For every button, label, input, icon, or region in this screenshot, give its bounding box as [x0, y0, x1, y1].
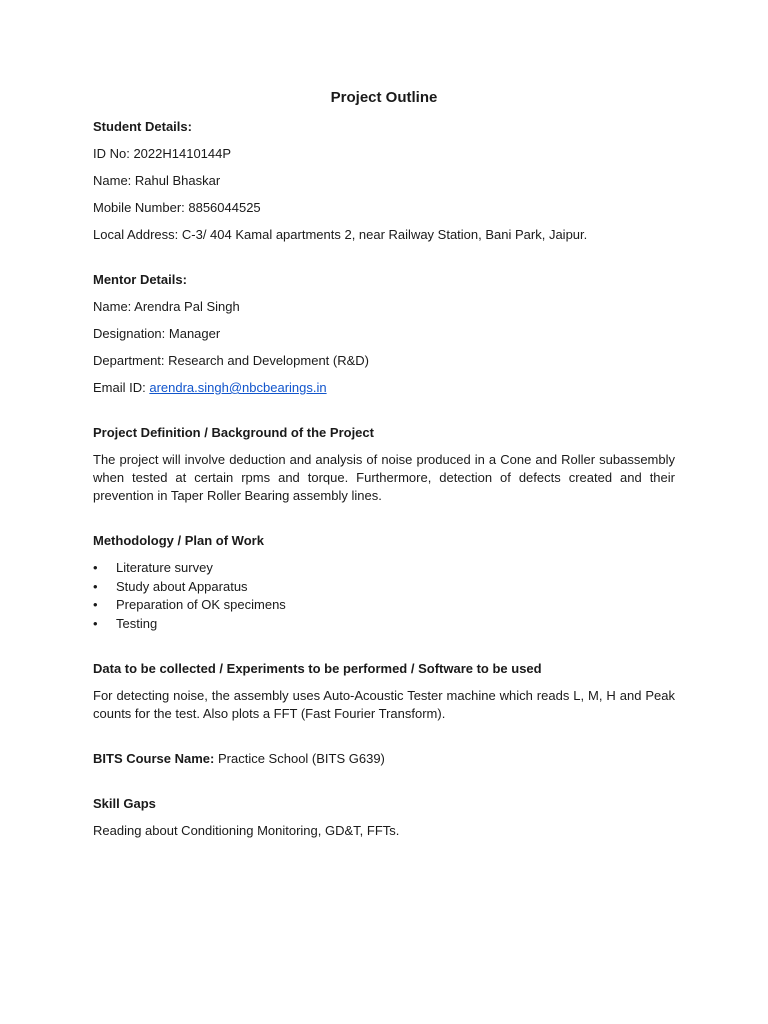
- mentor-designation: Designation: Manager: [93, 326, 221, 341]
- list-item-text: Preparation of OK specimens: [116, 597, 286, 612]
- bullet-icon: •: [93, 578, 98, 594]
- project-definition-text: The project will involve deduction and analysis of noise produced in a Cone and Roller subassembly when tested at certain rpms and torque. Furthermore, detection of defects created and their prevention in Taper Roller Bearing assembly lines.: [93, 452, 675, 503]
- student-details-heading: Student Details:: [93, 119, 192, 134]
- data-collection-text: For detecting noise, the assembly uses Auto-Acoustic Tester machine which reads L, M, H and Peak counts for the test. Also plots a FFT (Fast Fourier Transform).: [93, 688, 675, 721]
- bullet-icon: •: [93, 560, 98, 575]
- spacer: [93, 514, 675, 532]
- list-item: [93, 615, 675, 634]
- mentor-email-link[interactable]: arendra.singh@nbcbearings.in: [149, 380, 327, 395]
- mentor-department: Department: Research and Development (R&D): [93, 353, 370, 368]
- spacer: [93, 253, 675, 271]
- mentor-name: Name: Arendra Pal Singh: [93, 299, 240, 314]
- course-value: Practice School (BITS G639): [214, 751, 385, 766]
- bullet-icon: •: [93, 615, 98, 631]
- document-page: [93, 88, 675, 849]
- spacer: [93, 642, 675, 660]
- skill-gaps-heading: Skill Gaps: [93, 796, 156, 811]
- methodology-list: [93, 559, 675, 633]
- course-row: [93, 750, 675, 768]
- spacer: [93, 777, 675, 795]
- list-item: [93, 559, 675, 578]
- mentor-email-row: [93, 379, 675, 397]
- data-collection-heading: Data to be collected / Experiments to be performed / Software to be used: [93, 661, 542, 676]
- student-name: Name: Rahul Bhaskar: [93, 173, 221, 188]
- student-mobile: Mobile Number: 8856044525: [93, 200, 261, 215]
- course-label: BITS Course Name:: [93, 751, 215, 766]
- student-address: Local Address: C-3/ 404 Kamal apartments 2, near Railway Station, Bani Park, Jaipur.: [93, 227, 588, 242]
- list-item-text: Testing: [116, 615, 158, 631]
- spacer: [93, 406, 675, 424]
- mentor-email-label: Email ID:: [93, 380, 150, 395]
- list-item: [93, 596, 675, 615]
- methodology-heading: Methodology / Plan of Work: [93, 533, 264, 548]
- skill-gaps-text: Reading about Conditioning Monitoring, GD&T, FFTs.: [93, 823, 400, 838]
- list-item: [93, 578, 675, 597]
- spacer: [93, 732, 675, 750]
- bullet-icon: •: [93, 597, 98, 612]
- document-title: Project Outline: [330, 89, 438, 106]
- list-item-text: Literature survey: [116, 560, 213, 575]
- project-definition-heading: Project Definition / Background of the Project: [93, 425, 374, 440]
- student-id: ID No: 2022H1410144P: [93, 146, 232, 161]
- list-item-text: Study about Apparatus: [116, 578, 248, 594]
- mentor-details-heading: Mentor Details:: [93, 272, 187, 287]
